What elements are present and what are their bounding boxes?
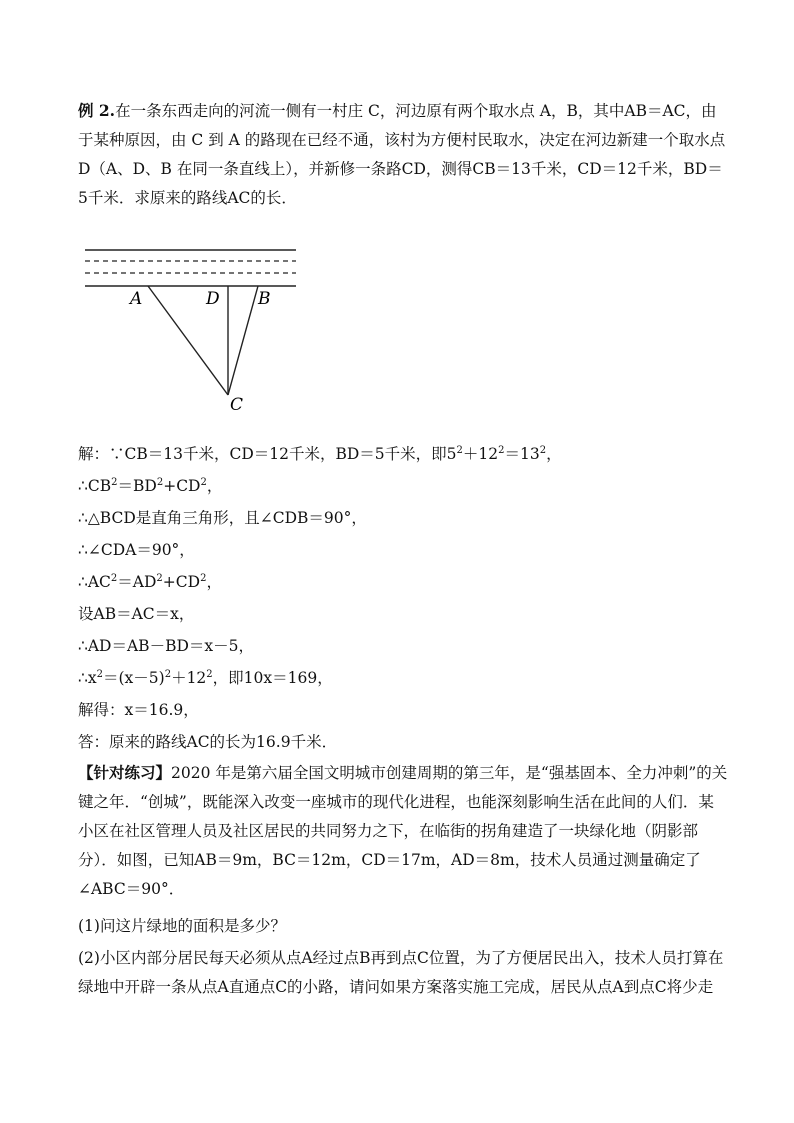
solution-line-9: 解得：x＝16.9， [78,701,199,719]
river-diagram [78,240,318,420]
example-2-problem [78,96,728,213]
exponent: 2 [164,668,172,680]
solution-text: +CD [162,573,201,591]
question-1: (1)问这片绿地的面积是多少？ [78,917,286,935]
solution-text: ＋12 [171,669,207,687]
practice-label: 【针对练习】 [78,763,172,782]
solution-line-2 [78,474,222,496]
solution-text: ，即10x＝169， [212,669,333,687]
point-label-d: D [206,289,220,309]
exponent: 2 [498,444,505,456]
solution-line-1 [78,442,562,464]
example-text: 在一条东西走向的河流一侧有一村庄 C，河边原有两个取水点 A，B，其中AB＝AC，由于某种原因，由 C 到 A 的路现在已经不通，该村为方便村民取水，决定在河边新建一个取水点 D（A、D、B 在同一条直线上），并新修一条路CD，测得CB＝13千米，CD＝12千米，BD＝5千米．求原来的路线AC的长． [78,102,726,207]
exponent: 2 [96,668,103,680]
solution-answer: 答：原来的路线AC的长为16.9千米． [78,733,338,751]
solution-text: ＋12 [462,445,499,463]
example-label: 例 2. [78,101,116,120]
solution-line-5 [78,570,222,592]
solution-line-3: ∴△BCD是直角三角形，且∠CDB＝90°， [78,509,367,527]
solution-line-8 [78,666,333,688]
solution-line-4: ∴∠CDA＝90°， [78,541,195,559]
solution-text: ＝13 [504,445,540,463]
point-label-b: B [258,289,271,309]
exponent: 2 [200,476,207,488]
exponent: 2 [206,668,213,680]
solution-text: ＝AD [117,573,157,591]
solution-text: ＝(x－5) [102,669,165,687]
solution-text: +CD [163,477,201,495]
exponent: 2 [200,572,207,584]
solution-line-6: 设AB＝AC＝x， [78,605,195,623]
solution-text: ∴x [78,669,97,687]
point-label-a: A [130,289,143,309]
practice-problem [78,758,728,904]
exponent: 2 [156,476,164,488]
point-label-c: C [230,395,244,415]
segment-bc [228,286,258,395]
solution-text: ∴AC [78,573,111,591]
solution-text: ＝BD [117,477,157,495]
exponent: 2 [156,572,163,584]
question-2: (2)小区内部分居民每天必须从点A经过点B再到点C位置，为了方便居民出入，技术人员打算在绿地中开辟一条从点A直通点C的小路，请问如果方案落实施工完成，居民从点A到点C将少走 [78,949,724,996]
solution-text: ， [546,445,562,463]
exponent: 2 [111,476,118,488]
exponent: 2 [456,444,463,456]
solution-text: ， [206,477,223,495]
solution-text: ， [206,573,222,591]
solution-line-7: ∴AD＝AB－BD＝x－5， [78,637,254,655]
exponent: 2 [110,572,118,584]
exponent: 2 [539,444,547,456]
solution-text: 解：∵CB＝13千米，CD＝12千米，BD＝5千米，即5 [78,445,457,463]
solution-text: ∴CB [78,477,112,495]
practice-text: 2020 年是第六届全国文明城市创建周期的第三年，是“强基固本、全力冲刺”的关键之年．“创城”，既能深入改变一座城市的现代化进程，也能深刻影响生活在此间的人们．某小区在社区管理人员及社区居民的共同努力之下，在临街的拐角建造了一块绿化地（阴影部分）．如图，已知AB＝9m，BC＝12m，CD＝17m，AD＝8m，技术人员通过测量确定了∠ABC＝90°． [78,764,728,898]
